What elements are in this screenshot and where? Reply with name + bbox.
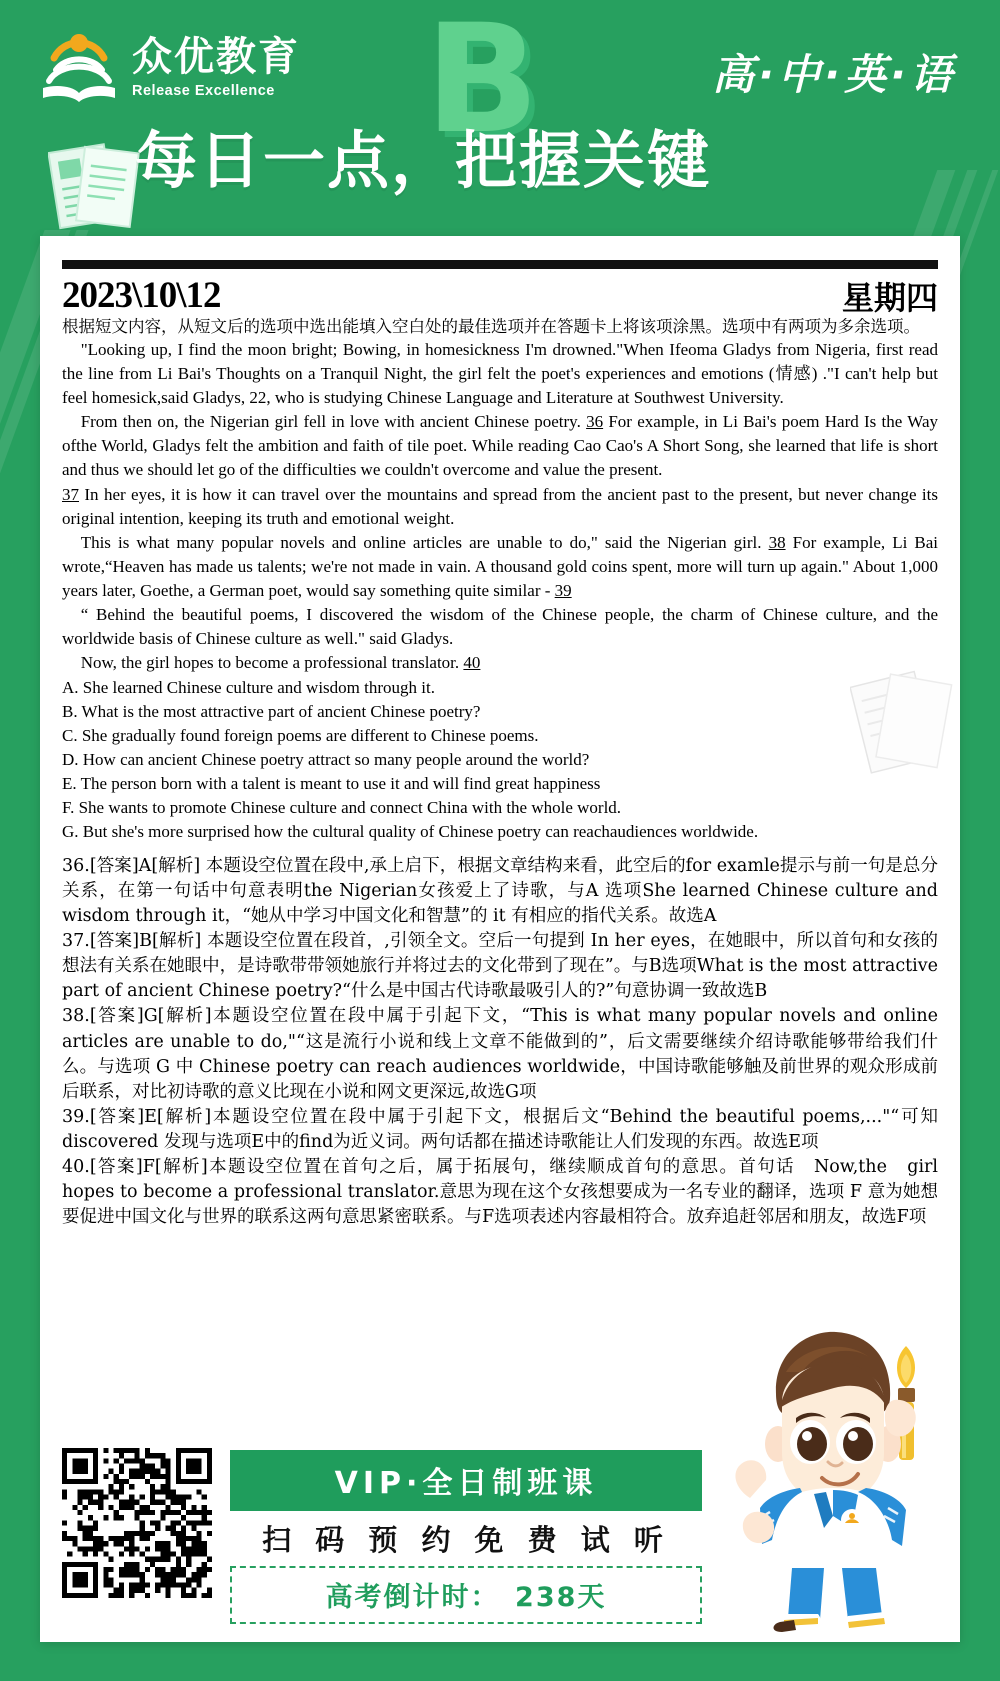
option-item[interactable]: F. She wants to promote Chinese culture and connect China with the whole world. — [62, 798, 622, 818]
option-item[interactable]: G. But she's more surprised how the cultural quality of Chinese poetry can reachaudiences worldwide. — [62, 822, 759, 842]
mascot-illustration — [706, 1302, 956, 1632]
option-item[interactable]: D. How can ancient Chinese poetry attract so many people around the world? — [62, 749, 590, 769]
paper-sheets-decoration-icon — [850, 666, 960, 776]
passage-container — [62, 338, 938, 676]
passage-paragraph: "Looking up, I find the moon bright; Bowing, in homesickness I'm drowned."When Ifeoma Gladys from Nigeria, first read the line from Li Bai's Thoughts on a Tranquil Night, the girl felt the poet's experiences and emotions (情感) ."I can't help but feel homesick,said Gladys, 22, who is studying Chinese Language and Literature at Southwest University. — [62, 339, 938, 408]
explanations-container — [62, 854, 938, 1229]
worksheet-card — [40, 236, 960, 1642]
passage-paragraph: This is what many popular novels and online articles are unable to do," said the Nigerian girl. 38 For example, Li Bai wrote,“Heaven has made us talents; we're not made in vain. A thousand gold coins spent, more will turn up again." About 1,000 years later, Goethe, a German poet, would say something quite similar - 39 — [62, 532, 938, 601]
brand-name-en: Release Excellence — [132, 83, 275, 99]
passage-paragraph: Now, the girl hopes to become a professional translator. 40 — [80, 653, 481, 673]
answer-blank[interactable]: 38 — [768, 532, 786, 552]
option-item[interactable]: A. She learned Chinese culture and wisdom through it. — [62, 677, 435, 697]
scan-prompt: 扫 码 预 约 免 费 试 听 — [262, 1523, 670, 1557]
date-row — [62, 275, 938, 317]
answer-blank[interactable]: 40 — [463, 653, 481, 673]
brand-logo — [40, 32, 300, 104]
answer-blank[interactable]: 39 — [554, 581, 572, 601]
book-logo-icon — [40, 32, 118, 104]
passage-paragraph: From then on, the Nigerian girl fell in love with ancient Chinese poetry. 36 For example, in Li Bai's poem Hard Is the Way ofthe World, Gladys felt the ambition and faith of tile poet. While reading Cao Cao's A Short Song, she learned that life is short and thus we should let go of the difficulties we couldn't overcome and value the present. — [62, 412, 938, 480]
qr-code[interactable] — [62, 1448, 212, 1598]
answer-blank[interactable]: 36 — [586, 412, 604, 432]
worksheet-decoration-icon — [48, 140, 138, 226]
option-item[interactable]: B. What is the most attractive part of ancient Chinese poetry? — [62, 701, 481, 721]
options-container — [62, 676, 938, 845]
sheet-weekday: 星期四 — [841, 279, 938, 317]
passage-paragraph: 37 In her eyes, it is how it can travel over the mountains and spread from the ancient past to the present, but never change its original intention, keeping its truth and emotional weight. — [62, 484, 938, 528]
gaokao-countdown: 高考倒计时： 238天 — [230, 1566, 702, 1624]
option-item[interactable]: E. The person born with a talent is meant to use it and will find great happiness — [62, 774, 601, 794]
brand-letter-b-icon: B — [425, 0, 536, 167]
title-divider — [62, 260, 938, 269]
sheet-date: 2023\10\12 — [62, 275, 221, 316]
explanation-item: 38.[答案]G[解析]本题设空位置在段中属于引起下文，“This is what many popular novels and online articles are unable to do,"“这是流行小说和线上文章不能做到的”，后文需要继续介绍诗歌能够带给我们什么。与选项 G 中 Chinese poetry can reach audiences worldwide，中国诗歌能够触及前世界的观众形成前后联系，对比初诗歌的意义比现在小说和网文更深远,故选G项 — [62, 1006, 938, 1102]
page-slogan: 每日一点，把握关键 — [135, 124, 712, 197]
subject-title: 高·中·英·语 — [712, 50, 956, 99]
explanation-item: 40.[答案]F[解析]本题设空位置在首句之后，属于拓展句，继续顺成首句的意思。首句话 Now,the girl hopes to become a professional translator.意思为现在这个女孩想要成为一名专业的翻译，选项 F 意为她想要促进中国文化与世界的联系这两句意思紧密联系。与F选项表述内容最相符合。放弃追赶邻居和朋友，故选F项 — [62, 1156, 938, 1227]
instruction-text: 根据短文内容，从短文后的选项中选出能填入空白处的最佳选项并在答题卡上将该项涂黑。选项中有两项为多余选项。 — [62, 317, 920, 336]
brand-name-cn: 众优教育 — [132, 34, 300, 80]
explanation-item: 37.[答案]B[解析] 本题设空位置在段首，,引领全文。空后一句提到 In her eyes，在她眼中，所以首句和女孩的想法有关系在她眼中，是诗歌带带领她旅行并将过去的文化带到了现在”。与B选项What is the most attractive part of ancient Chinese poetry?“什么是中国古代诗歌最吸引人的?”句意协调一致故选B — [62, 931, 938, 1002]
promo-block — [62, 1448, 702, 1618]
page-header — [0, 0, 1000, 230]
option-item[interactable]: C. She gradually found foreign poems are different to Chinese poems. — [62, 725, 539, 745]
explanation-item: 36.[答案]A[解析] 本题设空位置在段中,承上启下，根据文章结构来看，此空后的for examle提示与前一句是总分关系，在第一句话中句意表明the Nigerian女孩爱上了诗歌，与A 选项She learned Chinese culture and wisdom through it，“她从中学习中国文化和智慧”的 it 有相应的指代关系。故选A — [62, 856, 938, 927]
explanation-item: 39.[答案]E[解析]本题设空位置在段中属于引起下文，根据后文“Behind the beautiful poems,..."“可知discovered 发现与选项E中的find为近义词。两句话都在描述诗歌能让人们发现的东西。故选E项 — [62, 1106, 938, 1152]
passage-paragraph: “ Behind the beautiful poems, I discovered the wisdom of the Chinese people, the charm of Chinese culture, and the worldwide basis of Chinese culture as well." said Gladys. — [62, 605, 938, 649]
answer-blank[interactable]: 37 — [62, 484, 79, 504]
vip-banner[interactable]: VIP·全日制班课 — [230, 1450, 702, 1511]
